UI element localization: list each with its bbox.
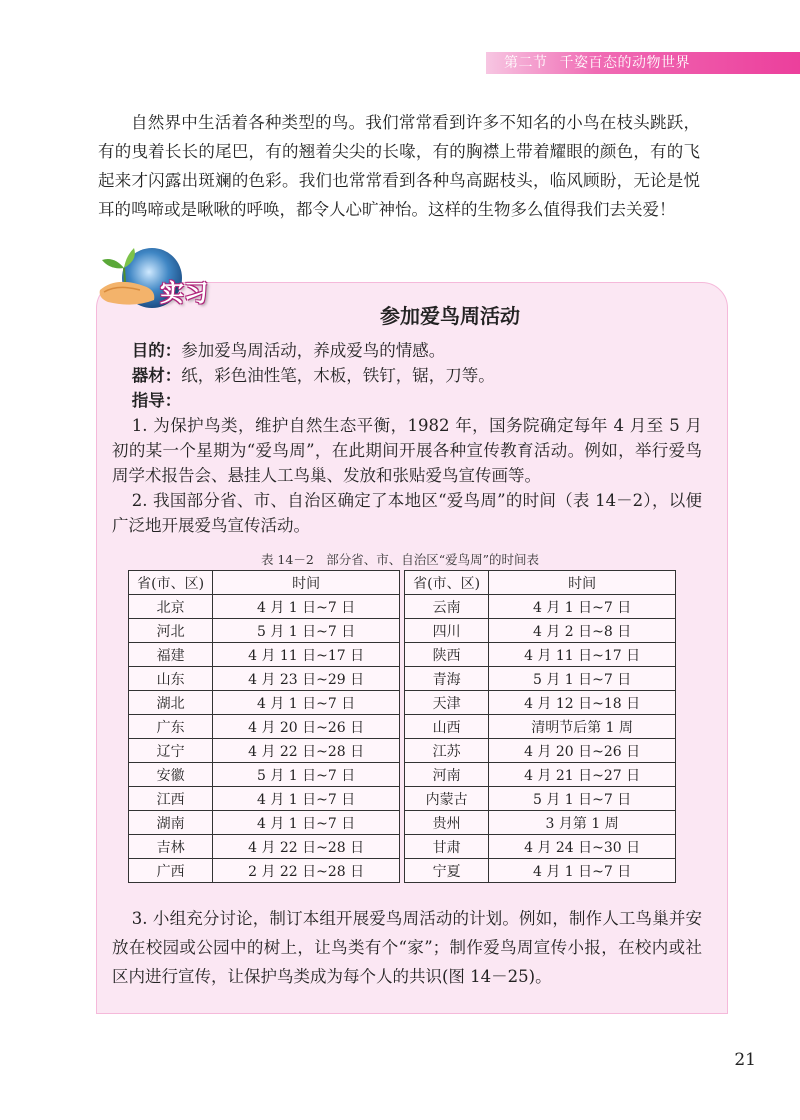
region-cell: 湖北 — [129, 691, 213, 715]
time-cell: 4 月 20 日~26 日 — [489, 739, 676, 763]
time-cell: 4 月 1 日~7 日 — [213, 595, 400, 619]
chapter-title: 千姿百态的动物世界 — [559, 55, 690, 71]
region-cell: 河南 — [405, 763, 489, 787]
table-row — [405, 595, 676, 619]
col-header-region: 省(市、区) — [129, 571, 213, 595]
materials-line — [112, 363, 702, 388]
region-cell: 青海 — [405, 667, 489, 691]
time-cell: 4 月 24 日~30 日 — [489, 835, 676, 859]
table-row — [405, 787, 676, 811]
time-cell: 4 月 11 日~17 日 — [489, 643, 676, 667]
time-cell: 4 月 1 日~7 日 — [213, 787, 400, 811]
table-row — [129, 859, 400, 883]
table-row — [129, 763, 400, 787]
table-row — [129, 643, 400, 667]
region-cell: 安徽 — [129, 763, 213, 787]
col-header-region: 省(市、区) — [405, 571, 489, 595]
table-row — [129, 835, 400, 859]
purpose-text: 参加爱鸟周活动，养成爱鸟的情感。 — [181, 341, 446, 360]
step-2: 2. 我国部分省、市、自治区确定了本地区“爱鸟周”的时间（表 14－2），以便广泛地开展爱鸟宣传活动。 — [112, 491, 702, 535]
time-cell: 5 月 1 日~7 日 — [213, 763, 400, 787]
region-cell: 天津 — [405, 691, 489, 715]
region-cell: 四川 — [405, 619, 489, 643]
activity-title: 参加爱鸟周活动 — [380, 304, 520, 328]
table-row — [405, 619, 676, 643]
time-cell: 5 月 1 日~7 日 — [489, 667, 676, 691]
time-cell: 4 月 21 日~27 日 — [489, 763, 676, 787]
purpose-label: 目的： — [131, 341, 182, 360]
region-cell: 内蒙古 — [405, 787, 489, 811]
time-cell: 2 月 22 日~28 日 — [213, 859, 400, 883]
section-label: 第二节 — [504, 55, 548, 71]
time-cell: 4 月 12 日~18 日 — [489, 691, 676, 715]
step-3: 3. 小组充分讨论，制订本组开展爱鸟周活动的计划。例如，制作人工鸟巢并安放在校园或公园中的树上，让鸟类有个“家”；制作爱鸟周宣传小报，在校内或社区内进行宣传，让保护鸟类成为每个人的共识(图 14－25)。 — [112, 909, 702, 986]
materials-label: 器材： — [131, 366, 182, 385]
time-cell: 4 月 1 日~7 日 — [489, 595, 676, 619]
region-cell: 贵州 — [405, 811, 489, 835]
table-row — [405, 667, 676, 691]
table-caption: 表 14－2 部分省、市、自治区“爱鸟周”的时间表 — [260, 552, 540, 567]
time-cell: 清明节后第 1 周 — [489, 715, 676, 739]
bird-week-table — [128, 570, 676, 883]
time-cell: 4 月 22 日~28 日 — [213, 835, 400, 859]
practice-body — [112, 338, 702, 538]
region-cell: 云南 — [405, 595, 489, 619]
guide-label: 指导： — [131, 391, 182, 410]
table-row — [129, 739, 400, 763]
table-row — [129, 787, 400, 811]
time-cell: 4 月 1 日~7 日 — [489, 859, 676, 883]
table-row — [405, 715, 676, 739]
region-cell: 广东 — [129, 715, 213, 739]
time-cell: 4 月 1 日~7 日 — [213, 691, 400, 715]
table-row — [129, 667, 400, 691]
region-cell: 山西 — [405, 715, 489, 739]
table-row — [405, 763, 676, 787]
table-header-row — [129, 571, 400, 595]
table-row — [129, 811, 400, 835]
table-row — [405, 859, 676, 883]
time-cell: 5 月 1 日~7 日 — [489, 787, 676, 811]
region-cell: 湖南 — [129, 811, 213, 835]
time-cell: 4 月 11 日~17 日 — [213, 643, 400, 667]
practice-badge: 实习 — [160, 279, 208, 307]
time-cell: 4 月 2 日~8 日 — [489, 619, 676, 643]
table-row — [129, 619, 400, 643]
region-cell: 吉林 — [129, 835, 213, 859]
table-row — [129, 715, 400, 739]
intro-paragraph: 自然界中生活着各种类型的鸟。我们常常看到许多不知名的小鸟在枝头跳跃，有的曳着长长的尾巴，有的翘着尖尖的长喙，有的胸襟上带着耀眼的颜色，有的飞起来才闪露出斑斓的色彩。我们也常常看到各种鸟高踞枝头，临风顾盼，无论是悦耳的鸣啼或是啾啾的呼唤，都令人心旷神怡。这样的生物多么值得我们去关爱！ — [98, 113, 700, 219]
bird-week-table-right — [404, 570, 676, 883]
materials-text: 纸，彩色油性笔，木板，铁钉，锯，刀等。 — [181, 366, 495, 385]
time-cell: 3 月第 1 周 — [489, 811, 676, 835]
step-1: 1. 为保护鸟类，维护自然生态平衡，1982 年，国务院确定每年 4 月至 5 月初的某一个星期为“爱鸟周”，在此期间开展各种宣传教育活动。例如，举行爱鸟周学术报告会、悬挂人工鸟巢、发放和张贴爱鸟宣传画等。 — [112, 416, 702, 485]
table-header-row — [405, 571, 676, 595]
region-cell: 河北 — [129, 619, 213, 643]
table-row — [129, 691, 400, 715]
col-header-time: 时间 — [489, 571, 676, 595]
table-row — [405, 835, 676, 859]
table-row — [405, 691, 676, 715]
table-row — [129, 595, 400, 619]
table-row — [405, 811, 676, 835]
guide-line — [112, 388, 702, 413]
region-cell: 福建 — [129, 643, 213, 667]
region-cell: 北京 — [129, 595, 213, 619]
page-number: 21 — [734, 1050, 756, 1070]
purpose-line — [112, 338, 702, 363]
region-cell: 山东 — [129, 667, 213, 691]
chapter-header-bar — [486, 52, 800, 74]
region-cell: 广西 — [129, 859, 213, 883]
bird-week-table-left — [128, 570, 400, 883]
region-cell: 江西 — [129, 787, 213, 811]
region-cell: 甘肃 — [405, 835, 489, 859]
table-row — [405, 739, 676, 763]
time-cell: 5 月 1 日~7 日 — [213, 619, 400, 643]
region-cell: 宁夏 — [405, 859, 489, 883]
time-cell: 4 月 20 日~26 日 — [213, 715, 400, 739]
time-cell: 4 月 23 日~29 日 — [213, 667, 400, 691]
table-row — [405, 643, 676, 667]
time-cell: 4 月 1 日~7 日 — [213, 811, 400, 835]
region-cell: 辽宁 — [129, 739, 213, 763]
region-cell: 陕西 — [405, 643, 489, 667]
col-header-time: 时间 — [213, 571, 400, 595]
region-cell: 江苏 — [405, 739, 489, 763]
time-cell: 4 月 22 日~28 日 — [213, 739, 400, 763]
